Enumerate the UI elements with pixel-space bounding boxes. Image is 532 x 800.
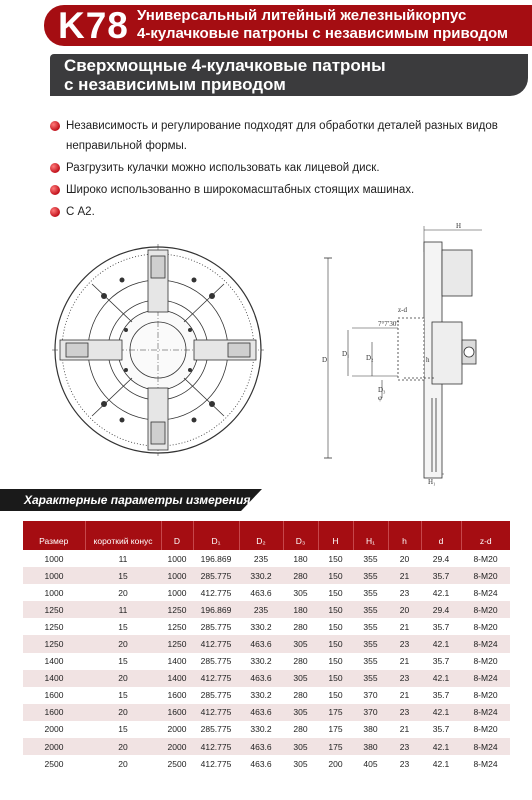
table-cell: 21 (388, 618, 421, 635)
table-cell: 35.7 (421, 618, 461, 635)
model-code: K78 (58, 5, 129, 46)
table-cell: 380 (353, 738, 388, 755)
table-cell: 285.775 (193, 721, 239, 738)
table-cell: 23 (388, 584, 421, 601)
table-cell: 405 (353, 755, 388, 772)
table-row (23, 601, 510, 618)
table-cell: 21 (388, 567, 421, 584)
table-cell: 8-M20 (461, 567, 510, 584)
table-cell: 285.775 (193, 567, 239, 584)
header-title-line1: Универсальный литейный железныйкорпус (137, 7, 467, 24)
table-cell: 285.775 (193, 618, 239, 635)
table-cell: 355 (353, 618, 388, 635)
table-cell: 355 (353, 601, 388, 618)
table-cell: 2500 (23, 755, 85, 772)
subtitle (64, 56, 386, 94)
table-cell: 20 (388, 601, 421, 618)
table-cell: 175 (318, 704, 353, 721)
table-cell: 20 (85, 738, 161, 755)
section-title: Характерные параметры измерения (24, 493, 251, 507)
table-cell: 370 (353, 704, 388, 721)
header-title-line2: 4-кулачковые патроны с независимым приводом (137, 25, 509, 42)
table-cell: 8-M24 (461, 738, 510, 755)
table-cell: 305 (283, 738, 318, 755)
dim-label-phi: φ (378, 394, 383, 402)
table-cell: 23 (388, 704, 421, 721)
table-cell: 305 (283, 704, 318, 721)
table-row (23, 721, 510, 738)
table-cell: 15 (85, 567, 161, 584)
feature-item (48, 116, 518, 156)
feature-item (48, 180, 518, 200)
table-cell: 29.4 (421, 550, 461, 567)
table-cell: 1600 (23, 687, 85, 704)
table-cell: 1400 (23, 653, 85, 670)
table-cell: 412.775 (193, 584, 239, 601)
table-cell: 196.869 (193, 601, 239, 618)
dim-label-angle: 7°7′30″ (378, 320, 400, 328)
table-cell: 355 (353, 567, 388, 584)
table-cell: 23 (388, 635, 421, 652)
table-row (23, 704, 510, 721)
table-cell: 8-M20 (461, 618, 510, 635)
col-header: H (318, 521, 353, 550)
table-cell: 330.2 (239, 653, 283, 670)
table-cell: 8-M24 (461, 635, 510, 652)
table-row (23, 738, 510, 755)
feature-list (48, 116, 518, 224)
col-header: Размер (23, 521, 85, 550)
table-cell: 330.2 (239, 687, 283, 704)
table-cell: 20 (85, 704, 161, 721)
bullet-icon (50, 185, 60, 195)
table-cell: 8-M24 (461, 584, 510, 601)
table-row (23, 584, 510, 601)
table-cell: 180 (283, 550, 318, 567)
table-cell: 8-M20 (461, 687, 510, 704)
table-cell: 150 (318, 635, 353, 652)
feature-item (48, 158, 518, 178)
table-cell: 1000 (23, 584, 85, 601)
table-cell: 1250 (161, 635, 193, 652)
table-cell: 8-M20 (461, 721, 510, 738)
col-header: D₁ (193, 521, 239, 550)
table-cell: 330.2 (239, 721, 283, 738)
table-cell: 196.869 (193, 550, 239, 567)
table-cell: 150 (318, 584, 353, 601)
table-cell: 20 (85, 635, 161, 652)
table-cell: 370 (353, 687, 388, 704)
table-cell: 11 (85, 550, 161, 567)
col-header: D (161, 521, 193, 550)
col-header: z-d (461, 521, 510, 550)
table-cell: 8-M20 (461, 601, 510, 618)
dim-label-H1: H₁ (428, 478, 436, 486)
chuck-technical-drawing (52, 222, 512, 492)
table-cell: 2000 (161, 721, 193, 738)
table-cell: 235 (239, 601, 283, 618)
table-cell: 330.2 (239, 567, 283, 584)
table-cell: 463.6 (239, 670, 283, 687)
table-cell: 20 (85, 755, 161, 772)
table-cell: 380 (353, 721, 388, 738)
col-header: H₁ (353, 521, 388, 550)
table-cell: 23 (388, 755, 421, 772)
table-cell: 200 (318, 755, 353, 772)
table-cell: 150 (318, 601, 353, 618)
subtitle-line1: Сверхмощные 4-кулачковые патроны (64, 56, 386, 75)
table-cell: 2000 (161, 738, 193, 755)
table-cell: 42.1 (421, 755, 461, 772)
table-cell: 35.7 (421, 653, 461, 670)
table-cell: 280 (283, 567, 318, 584)
table-cell: 463.6 (239, 704, 283, 721)
table-cell: 175 (318, 721, 353, 738)
table-cell: 305 (283, 584, 318, 601)
table-row (23, 635, 510, 652)
table-cell: 35.7 (421, 687, 461, 704)
table-cell: 21 (388, 653, 421, 670)
table-cell: 305 (283, 755, 318, 772)
table-cell: 1000 (23, 550, 85, 567)
specs-table (23, 521, 510, 772)
table-cell: 463.6 (239, 635, 283, 652)
table-cell: 280 (283, 721, 318, 738)
table-cell: 21 (388, 721, 421, 738)
table-cell: 15 (85, 687, 161, 704)
table-cell: 42.1 (421, 738, 461, 755)
table-cell: 1250 (161, 601, 193, 618)
table-body (23, 550, 510, 772)
bullet-icon (50, 163, 60, 173)
col-header: короткий конус (85, 521, 161, 550)
dim-label-h: h (426, 356, 430, 364)
table-cell: 180 (283, 601, 318, 618)
feature-item (48, 202, 518, 222)
table-row (23, 618, 510, 635)
table-cell: 280 (283, 687, 318, 704)
table-cell: 355 (353, 670, 388, 687)
table-cell: 35.7 (421, 721, 461, 738)
col-header: D₂ (239, 521, 283, 550)
table-cell: 1400 (161, 653, 193, 670)
table-cell: 1000 (23, 567, 85, 584)
feature-text: С А2. (66, 206, 95, 218)
table-cell: 42.1 (421, 704, 461, 721)
table-cell: 11 (85, 601, 161, 618)
table-cell: 8-M24 (461, 755, 510, 772)
table-cell: 20 (388, 550, 421, 567)
bullet-icon (50, 207, 60, 217)
table-row (23, 653, 510, 670)
table-cell: 355 (353, 584, 388, 601)
table-cell: 42.1 (421, 584, 461, 601)
table-cell: 285.775 (193, 687, 239, 704)
table-cell: 15 (85, 618, 161, 635)
table-cell: 1400 (23, 670, 85, 687)
table-cell: 150 (318, 567, 353, 584)
col-header: d (421, 521, 461, 550)
table-cell: 463.6 (239, 738, 283, 755)
table-cell: 150 (318, 653, 353, 670)
table-cell: 42.1 (421, 635, 461, 652)
table-cell: 355 (353, 635, 388, 652)
table-cell: 355 (353, 653, 388, 670)
table-cell: 15 (85, 721, 161, 738)
table-cell: 412.775 (193, 635, 239, 652)
table-cell: 1250 (23, 601, 85, 618)
table-cell: 150 (318, 618, 353, 635)
dim-label-D: D (322, 356, 328, 364)
table-row (23, 550, 510, 567)
table-cell: 20 (85, 584, 161, 601)
table-cell: 235 (239, 550, 283, 567)
table-cell: 1000 (161, 550, 193, 567)
table-cell: 23 (388, 670, 421, 687)
table-cell: 1250 (23, 635, 85, 652)
col-header: D₃ (283, 521, 318, 550)
table-row (23, 567, 510, 584)
table-cell: 2500 (161, 755, 193, 772)
table-header-row (23, 521, 510, 550)
table-cell: 280 (283, 653, 318, 670)
dim-label-zd: z-d (398, 306, 407, 314)
table-cell: 330.2 (239, 618, 283, 635)
col-header: h (388, 521, 421, 550)
table-row (23, 670, 510, 687)
chuck-front-view (52, 244, 264, 456)
feature-text: Широко использованно в широкомасштабных стоящих машинах. (66, 184, 415, 196)
table-cell: 1600 (23, 704, 85, 721)
table-cell: 42.1 (421, 670, 461, 687)
table-cell: 355 (353, 550, 388, 567)
table-cell: 280 (283, 618, 318, 635)
table-cell: 8-M20 (461, 550, 510, 567)
dim-label-D3: D₃ (378, 386, 386, 394)
table-cell: 15 (85, 653, 161, 670)
table-cell: 412.775 (193, 738, 239, 755)
dim-label-D1: D₁ (342, 350, 350, 358)
table-cell: 285.775 (193, 653, 239, 670)
table-cell: 463.6 (239, 755, 283, 772)
table-cell: 412.775 (193, 670, 239, 687)
feature-text: Разгрузить кулачки можно использовать как лицевой диск. (66, 162, 380, 174)
table-cell: 175 (318, 738, 353, 755)
table-cell: 463.6 (239, 584, 283, 601)
table-cell: 1250 (161, 618, 193, 635)
table-cell: 8-M20 (461, 653, 510, 670)
table-cell: 1600 (161, 704, 193, 721)
table-cell: 2000 (23, 721, 85, 738)
feature-text: Независимость и регулирование подходят для обработки деталей разных видов неправильной формы. (66, 120, 498, 152)
table-cell: 150 (318, 670, 353, 687)
table-cell: 305 (283, 635, 318, 652)
table-cell: 412.775 (193, 755, 239, 772)
dim-label-D2: D₂ (366, 354, 374, 362)
table-cell: 21 (388, 687, 421, 704)
table-cell: 23 (388, 738, 421, 755)
table-row (23, 687, 510, 704)
table-cell: 29.4 (421, 601, 461, 618)
table-cell: 1000 (161, 567, 193, 584)
table-cell: 20 (85, 670, 161, 687)
table-cell: 2000 (23, 738, 85, 755)
table-cell: 150 (318, 687, 353, 704)
table-cell: 8-M24 (461, 670, 510, 687)
table-cell: 35.7 (421, 567, 461, 584)
subtitle-line2: с независимым приводом (64, 75, 286, 94)
dim-label-H: H (456, 222, 462, 230)
table-cell: 1250 (23, 618, 85, 635)
table-cell: 1000 (161, 584, 193, 601)
header-title (137, 7, 508, 43)
table-cell: 412.775 (193, 704, 239, 721)
table-cell: 305 (283, 670, 318, 687)
table-cell: 150 (318, 550, 353, 567)
bullet-icon (50, 121, 60, 131)
table-cell: 1600 (161, 687, 193, 704)
table-cell: 1400 (161, 670, 193, 687)
table-cell: 8-M24 (461, 704, 510, 721)
table-row (23, 755, 510, 772)
